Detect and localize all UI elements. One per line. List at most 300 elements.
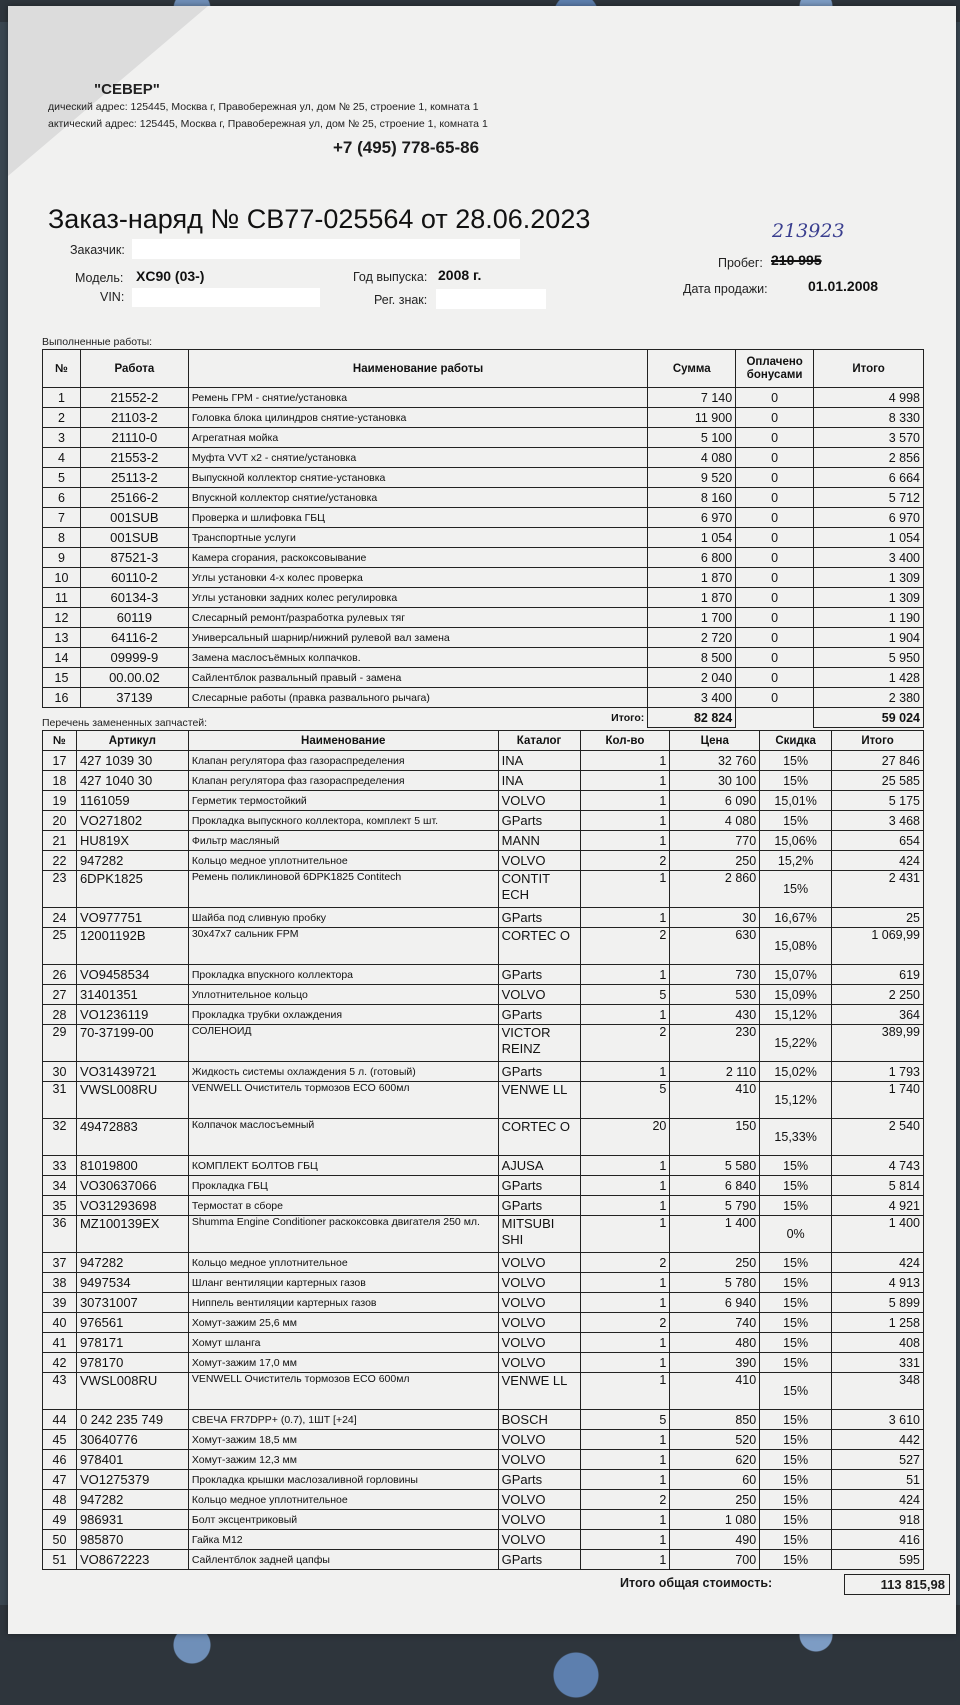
parts-cell-article: 427 1039 30 <box>76 751 188 771</box>
parts-cell-total: 4 743 <box>832 1156 924 1176</box>
parts-row <box>43 1530 924 1550</box>
parts-cell-num: 46 <box>43 1450 77 1470</box>
works-row <box>43 488 924 508</box>
parts-cell-price: 490 <box>670 1530 760 1550</box>
parts-cell-total: 2 431 <box>832 871 924 908</box>
actual-address: актический адрес: 125445, Москва г, Правобережная ул, дом № 25, строение 1, комната 1 <box>48 118 488 130</box>
parts-cell-price: 740 <box>670 1313 760 1333</box>
parts-cell-price: 150 <box>670 1119 760 1156</box>
parts-cell-price: 5 580 <box>670 1156 760 1176</box>
parts-cell-num: 40 <box>43 1313 77 1333</box>
works-cell-sum: 8 500 <box>648 648 736 668</box>
works-cell-code: 21553-2 <box>80 448 188 468</box>
parts-cell-qty: 1 <box>580 1470 670 1490</box>
parts-cell-catalog: BOSCH <box>498 1410 580 1430</box>
parts-cell-total: 1 069,99 <box>832 928 924 965</box>
model-label: Модель: <box>75 271 124 285</box>
parts-cell-article: VO9458534 <box>76 965 188 985</box>
parts-cell-catalog: VOLVO <box>498 1253 580 1273</box>
works-cell-sum: 6 970 <box>648 508 736 528</box>
works-cell-sum: 4 080 <box>648 448 736 468</box>
parts-cell-total: 25 <box>832 908 924 928</box>
parts-cell-name: Хомут шланга <box>188 1333 498 1353</box>
works-cell-num: 4 <box>43 448 81 468</box>
parts-cell-catalog: VOLVO <box>498 985 580 1005</box>
parts-cell-discount: 15% <box>760 1176 832 1196</box>
works-cell-bonus: 0 <box>736 548 814 568</box>
parts-cell-discount: 15% <box>760 1530 832 1550</box>
parts-cell-discount: 0% <box>760 1216 832 1253</box>
parts-row <box>43 1176 924 1196</box>
parts-cell-article: MZ100139EX <box>76 1216 188 1253</box>
works-header-total: Итого <box>814 350 924 388</box>
works-cell-bonus: 0 <box>736 688 814 708</box>
parts-cell-name: 30x47x7 сальник FPM <box>188 928 498 965</box>
parts-cell-price: 2 110 <box>670 1062 760 1082</box>
parts-cell-article: VO31439721 <box>76 1062 188 1082</box>
works-cell-num: 10 <box>43 568 81 588</box>
parts-cell-num: 43 <box>43 1373 77 1410</box>
works-header-num: № <box>43 350 81 388</box>
parts-cell-name: Прокладка выпускного коллектора, комплект 5 шт. <box>188 811 498 831</box>
parts-cell-total: 595 <box>832 1550 924 1570</box>
parts-cell-num: 33 <box>43 1156 77 1176</box>
parts-cell-catalog: CORTEC O <box>498 1119 580 1156</box>
parts-cell-article: 978170 <box>76 1353 188 1373</box>
parts-cell-price: 410 <box>670 1082 760 1119</box>
parts-cell-article: HU819X <box>76 831 188 851</box>
parts-row <box>43 1353 924 1373</box>
parts-row <box>43 1430 924 1450</box>
works-row <box>43 588 924 608</box>
works-cell-name: Углы установки задних колес регулировка <box>188 588 647 608</box>
works-cell-total: 4 998 <box>814 388 924 408</box>
works-cell-bonus: 0 <box>736 488 814 508</box>
parts-cell-name: Кольцо медное уплотнительное <box>188 1253 498 1273</box>
parts-cell-price: 30 <box>670 908 760 928</box>
parts-cell-name: Кольцо медное уплотнительное <box>188 851 498 871</box>
works-cell-total: 8 330 <box>814 408 924 428</box>
parts-cell-discount: 15,01% <box>760 791 832 811</box>
works-cell-name: Муфта VVT x2 - снятие/установка <box>188 448 647 468</box>
parts-cell-num: 26 <box>43 965 77 985</box>
parts-cell-qty: 1 <box>580 1216 670 1253</box>
parts-row <box>43 1450 924 1470</box>
works-section-title: Выполненные работы: <box>42 336 153 348</box>
parts-cell-discount: 15% <box>760 1333 832 1353</box>
works-cell-name: Транспортные услуги <box>188 528 647 548</box>
parts-cell-article: 31401351 <box>76 985 188 1005</box>
parts-cell-catalog: GParts <box>498 1005 580 1025</box>
parts-cell-num: 17 <box>43 751 77 771</box>
year-label: Год выпуска: <box>353 270 428 284</box>
parts-cell-article: 49472883 <box>76 1119 188 1156</box>
parts-cell-total: 389,99 <box>832 1025 924 1062</box>
parts-cell-qty: 5 <box>580 985 670 1005</box>
parts-cell-discount: 15,08% <box>760 928 832 965</box>
parts-cell-price: 4 080 <box>670 811 760 831</box>
parts-cell-qty: 1 <box>580 751 670 771</box>
parts-cell-discount: 15,22% <box>760 1025 832 1062</box>
parts-row <box>43 751 924 771</box>
parts-cell-discount: 15% <box>760 1550 832 1570</box>
works-header-name: Наименование работы <box>188 350 647 388</box>
parts-cell-name: Герметик термостойкий <box>188 791 498 811</box>
parts-header-catalog: Каталог <box>498 731 580 751</box>
parts-cell-article: 976561 <box>76 1313 188 1333</box>
parts-cell-qty: 1 <box>580 1530 670 1550</box>
works-cell-total: 5 950 <box>814 648 924 668</box>
parts-cell-catalog: VOLVO <box>498 1510 580 1530</box>
works-row <box>43 628 924 648</box>
works-total-spacer <box>736 708 814 728</box>
parts-cell-total: 4 921 <box>832 1196 924 1216</box>
parts-cell-total: 3 468 <box>832 811 924 831</box>
parts-cell-catalog: CONTIT ECH <box>498 871 580 908</box>
parts-cell-name: СВЕЧА FR7DPP+ (0.7), 1ШТ [+24] <box>188 1410 498 1430</box>
parts-cell-price: 250 <box>670 1253 760 1273</box>
parts-cell-total: 2 250 <box>832 985 924 1005</box>
parts-cell-qty: 1 <box>580 1510 670 1530</box>
parts-cell-total: 1 400 <box>832 1216 924 1253</box>
parts-cell-price: 850 <box>670 1410 760 1430</box>
parts-cell-num: 27 <box>43 985 77 1005</box>
parts-cell-num: 21 <box>43 831 77 851</box>
parts-row <box>43 1196 924 1216</box>
parts-cell-discount: 15% <box>760 771 832 791</box>
parts-cell-total: 527 <box>832 1450 924 1470</box>
works-cell-name: Сайлентблок развальный правый - замена <box>188 668 647 688</box>
parts-cell-catalog: VOLVO <box>498 1530 580 1550</box>
works-table <box>42 349 924 728</box>
works-cell-sum: 1 054 <box>648 528 736 548</box>
works-cell-num: 5 <box>43 468 81 488</box>
works-cell-code: 21552-2 <box>80 388 188 408</box>
works-cell-total: 6 664 <box>814 468 924 488</box>
works-cell-code: 60119 <box>80 608 188 628</box>
works-cell-num: 15 <box>43 668 81 688</box>
works-row <box>43 568 924 588</box>
works-cell-sum: 2 040 <box>648 668 736 688</box>
works-cell-total: 1 190 <box>814 608 924 628</box>
parts-cell-name: Клапан регулятора фаз газораспределения <box>188 751 498 771</box>
works-cell-bonus: 0 <box>736 448 814 468</box>
parts-cell-price: 410 <box>670 1373 760 1410</box>
parts-row <box>43 1062 924 1082</box>
parts-cell-qty: 2 <box>580 1313 670 1333</box>
parts-cell-catalog: VOLVO <box>498 791 580 811</box>
parts-cell-price: 250 <box>670 1490 760 1510</box>
works-cell-name: Углы установки 4-х колес проверка <box>188 568 647 588</box>
parts-row <box>43 1293 924 1313</box>
parts-cell-qty: 1 <box>580 1005 670 1025</box>
parts-cell-num: 35 <box>43 1196 77 1216</box>
works-row <box>43 448 924 468</box>
parts-row <box>43 1025 924 1062</box>
parts-cell-total: 25 585 <box>832 771 924 791</box>
parts-row <box>43 1119 924 1156</box>
parts-cell-qty: 1 <box>580 1353 670 1373</box>
parts-cell-qty: 1 <box>580 1176 670 1196</box>
parts-cell-discount: 15% <box>760 1253 832 1273</box>
parts-cell-price: 1 400 <box>670 1216 760 1253</box>
parts-cell-qty: 1 <box>580 1333 670 1353</box>
parts-cell-price: 2 860 <box>670 871 760 908</box>
parts-cell-num: 37 <box>43 1253 77 1273</box>
works-cell-total: 1 054 <box>814 528 924 548</box>
parts-row <box>43 1410 924 1430</box>
parts-cell-article: 6DPK1825 <box>76 871 188 908</box>
works-cell-bonus: 0 <box>736 628 814 648</box>
parts-cell-qty: 1 <box>580 1450 670 1470</box>
works-cell-code: 09999-9 <box>80 648 188 668</box>
works-cell-total: 1 309 <box>814 588 924 608</box>
mileage-label: Пробег: <box>718 256 763 270</box>
parts-cell-catalog: CORTEC O <box>498 928 580 965</box>
parts-cell-catalog: VOLVO <box>498 1353 580 1373</box>
document-page <box>8 6 956 1634</box>
works-total-final: 59 024 <box>814 708 924 728</box>
parts-cell-qty: 1 <box>580 1273 670 1293</box>
works-cell-num: 2 <box>43 408 81 428</box>
parts-cell-name: КОМПЛЕКТ БОЛТОВ ГБЦ <box>188 1156 498 1176</box>
parts-row <box>43 965 924 985</box>
works-cell-num: 16 <box>43 688 81 708</box>
sale-date-label: Дата продажи: <box>683 282 768 296</box>
parts-cell-name: Сайлентблок задней цапфы <box>188 1550 498 1570</box>
parts-cell-discount: 15,07% <box>760 965 832 985</box>
order-title: Заказ-наряд № СВ77-025564 от 28.06.2023 <box>48 204 591 234</box>
parts-cell-price: 520 <box>670 1430 760 1450</box>
works-cell-total: 3 570 <box>814 428 924 448</box>
parts-cell-price: 60 <box>670 1470 760 1490</box>
parts-cell-name: VENWELL Очиститель тормозов ECO 600мл <box>188 1082 498 1119</box>
parts-cell-qty: 1 <box>580 1373 670 1410</box>
parts-cell-qty: 1 <box>580 1430 670 1450</box>
parts-cell-discount: 15% <box>760 1490 832 1510</box>
parts-cell-qty: 2 <box>580 928 670 965</box>
works-row <box>43 408 924 428</box>
parts-cell-num: 19 <box>43 791 77 811</box>
parts-cell-total: 424 <box>832 851 924 871</box>
parts-cell-total: 2 540 <box>832 1119 924 1156</box>
parts-cell-article: 985870 <box>76 1530 188 1550</box>
parts-row <box>43 811 924 831</box>
works-row <box>43 608 924 628</box>
parts-cell-qty: 1 <box>580 965 670 985</box>
parts-cell-qty: 2 <box>580 851 670 871</box>
parts-cell-qty: 1 <box>580 1062 670 1082</box>
parts-cell-price: 530 <box>670 985 760 1005</box>
works-cell-num: 8 <box>43 528 81 548</box>
parts-cell-num: 20 <box>43 811 77 831</box>
works-row <box>43 648 924 668</box>
works-cell-bonus: 0 <box>736 408 814 428</box>
parts-row <box>43 928 924 965</box>
works-cell-code: 64116-2 <box>80 628 188 648</box>
parts-row <box>43 871 924 908</box>
parts-cell-qty: 5 <box>580 1410 670 1430</box>
parts-row <box>43 1313 924 1333</box>
parts-cell-discount: 15% <box>760 1450 832 1470</box>
parts-table <box>42 730 924 1570</box>
mileage-handwritten: 213923 <box>772 220 845 242</box>
parts-cell-catalog: GParts <box>498 811 580 831</box>
parts-cell-num: 31 <box>43 1082 77 1119</box>
works-cell-sum: 6 800 <box>648 548 736 568</box>
parts-cell-article: 30731007 <box>76 1293 188 1313</box>
works-cell-name: Головка блока цилиндров снятие-установка <box>188 408 647 428</box>
parts-cell-catalog: GParts <box>498 1062 580 1082</box>
parts-cell-name: Хомут-зажим 17,0 мм <box>188 1353 498 1373</box>
parts-cell-num: 44 <box>43 1410 77 1430</box>
parts-header-total: Итого <box>832 731 924 751</box>
parts-row <box>43 831 924 851</box>
parts-cell-price: 6 090 <box>670 791 760 811</box>
grand-total-label: Итого общая стоимость: <box>620 1576 773 1590</box>
customer-label: Заказчик: <box>70 243 125 257</box>
parts-row <box>43 1082 924 1119</box>
parts-cell-qty: 1 <box>580 771 670 791</box>
parts-cell-num: 30 <box>43 1062 77 1082</box>
parts-cell-catalog: VENWE LL <box>498 1373 580 1410</box>
works-total-sum: 82 824 <box>648 708 736 728</box>
works-cell-name: Универсальный шарнир/нижний рулевой вал замена <box>188 628 647 648</box>
parts-header-num: № <box>43 731 77 751</box>
parts-cell-article: VO1275379 <box>76 1470 188 1490</box>
parts-cell-article: VWSL008RU <box>76 1373 188 1410</box>
works-cell-name: Ремень ГРМ - снятие/установка <box>188 388 647 408</box>
parts-cell-total: 3 610 <box>832 1410 924 1430</box>
works-cell-total: 1 428 <box>814 668 924 688</box>
works-cell-bonus: 0 <box>736 388 814 408</box>
parts-header-article: Артикул <box>76 731 188 751</box>
parts-row <box>43 985 924 1005</box>
works-cell-total: 2 380 <box>814 688 924 708</box>
works-cell-code: 60134-3 <box>80 588 188 608</box>
works-cell-code: 25166-2 <box>80 488 188 508</box>
parts-cell-total: 918 <box>832 1510 924 1530</box>
parts-row <box>43 1216 924 1253</box>
parts-cell-discount: 15% <box>760 811 832 831</box>
company-name: "СЕВЕР" <box>94 81 160 98</box>
works-cell-name: Впускной коллектор снятие/установка <box>188 488 647 508</box>
vin-label: VIN: <box>100 290 125 304</box>
grand-total-value: 113 815,98 <box>844 1574 950 1595</box>
works-cell-code: 60110-2 <box>80 568 188 588</box>
works-row <box>43 548 924 568</box>
works-cell-sum: 9 520 <box>648 468 736 488</box>
parts-cell-article: 0 242 235 749 <box>76 1410 188 1430</box>
parts-section-title: Перечень замененных запчастей: <box>42 717 208 729</box>
parts-cell-num: 39 <box>43 1293 77 1313</box>
parts-cell-catalog: MITSUBI SHI <box>498 1216 580 1253</box>
works-cell-total: 1 309 <box>814 568 924 588</box>
works-cell-num: 1 <box>43 388 81 408</box>
parts-cell-name: Прокладка впускного коллектора <box>188 965 498 985</box>
parts-cell-price: 5 790 <box>670 1196 760 1216</box>
parts-cell-total: 331 <box>832 1353 924 1373</box>
parts-cell-discount: 15,02% <box>760 1062 832 1082</box>
works-cell-sum: 1 870 <box>648 588 736 608</box>
parts-cell-discount: 15% <box>760 1196 832 1216</box>
works-total-label: Итого: <box>611 711 645 724</box>
parts-cell-total: 27 846 <box>832 751 924 771</box>
works-cell-total: 2 856 <box>814 448 924 468</box>
parts-cell-discount: 15% <box>760 1156 832 1176</box>
parts-cell-article: 12001192B <box>76 928 188 965</box>
parts-cell-discount: 15% <box>760 1273 832 1293</box>
parts-cell-discount: 15,06% <box>760 831 832 851</box>
parts-cell-catalog: VOLVO <box>498 1293 580 1313</box>
parts-cell-article: VO271802 <box>76 811 188 831</box>
parts-cell-article: 1161059 <box>76 791 188 811</box>
parts-cell-article: VO30637066 <box>76 1176 188 1196</box>
parts-cell-discount: 15% <box>760 1313 832 1333</box>
parts-cell-price: 430 <box>670 1005 760 1025</box>
works-cell-num: 11 <box>43 588 81 608</box>
parts-cell-catalog: VOLVO <box>498 1273 580 1293</box>
works-cell-sum: 8 160 <box>648 488 736 508</box>
parts-cell-catalog: INA <box>498 751 580 771</box>
parts-row <box>43 791 924 811</box>
parts-cell-price: 480 <box>670 1333 760 1353</box>
parts-row <box>43 1550 924 1570</box>
parts-cell-catalog: VOLVO <box>498 1450 580 1470</box>
parts-cell-article: 427 1040 30 <box>76 771 188 791</box>
parts-cell-num: 36 <box>43 1216 77 1253</box>
parts-cell-qty: 20 <box>580 1119 670 1156</box>
parts-cell-discount: 15% <box>760 1410 832 1430</box>
parts-cell-qty: 1 <box>580 1156 670 1176</box>
parts-cell-total: 5 899 <box>832 1293 924 1313</box>
parts-cell-qty: 2 <box>580 1025 670 1062</box>
parts-cell-catalog: VOLVO <box>498 1430 580 1450</box>
parts-cell-discount: 15,12% <box>760 1005 832 1025</box>
parts-cell-catalog: VICTOR REINZ <box>498 1025 580 1062</box>
company-phone: +7 (495) 778-65-86 <box>333 138 480 157</box>
works-cell-sum: 1 870 <box>648 568 736 588</box>
parts-cell-num: 45 <box>43 1430 77 1450</box>
parts-cell-qty: 2 <box>580 1253 670 1273</box>
works-cell-code: 001SUB <box>80 528 188 548</box>
parts-cell-article: 70-37199-00 <box>76 1025 188 1062</box>
parts-cell-catalog: VOLVO <box>498 1313 580 1333</box>
parts-cell-qty: 1 <box>580 811 670 831</box>
parts-cell-discount: 16,67% <box>760 908 832 928</box>
works-cell-num: 12 <box>43 608 81 628</box>
parts-cell-article: VO31293698 <box>76 1196 188 1216</box>
works-cell-bonus: 0 <box>736 568 814 588</box>
parts-row <box>43 1373 924 1410</box>
works-cell-bonus: 0 <box>736 668 814 688</box>
parts-cell-total: 424 <box>832 1490 924 1510</box>
works-row <box>43 668 924 688</box>
parts-cell-total: 364 <box>832 1005 924 1025</box>
parts-cell-name: Фильтр масляный <box>188 831 498 851</box>
parts-header-qty: Кол-во <box>580 731 670 751</box>
works-cell-name: Слесарные работы (правка развального рычага) <box>188 688 647 708</box>
works-cell-code: 25113-2 <box>80 468 188 488</box>
works-cell-bonus: 0 <box>736 608 814 628</box>
works-cell-total: 6 970 <box>814 508 924 528</box>
parts-cell-total: 5 814 <box>832 1176 924 1196</box>
parts-cell-discount: 15,12% <box>760 1082 832 1119</box>
parts-cell-price: 250 <box>670 851 760 871</box>
parts-cell-total: 5 175 <box>832 791 924 811</box>
works-cell-bonus: 0 <box>736 428 814 448</box>
vin-redacted <box>132 288 320 307</box>
